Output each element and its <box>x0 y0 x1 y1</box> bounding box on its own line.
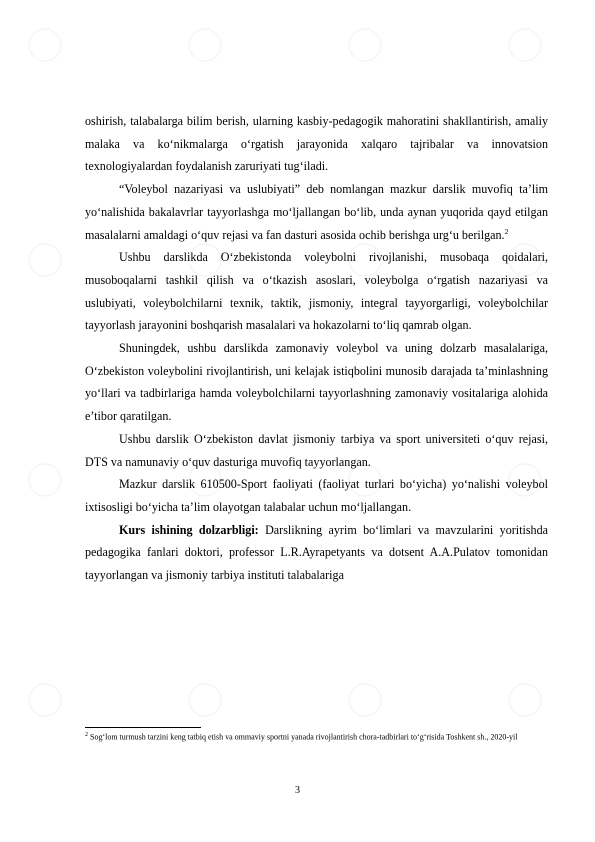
footnote-separator <box>85 727 201 728</box>
paragraph-4-text: Shuningdek, ushbu darslikda zamonaviy voleybol va uning dolzarb masalalariga, O‘zbekiston voleybolini rivojlantirish, uni kelajak istiqbolini munosib darajada ta’minlashning yo‘llari va tadbirlariga hamda voleybolchilarni tayyorlashning zamonaviy vositalariga alohida e’tibor qaratilgan. <box>85 341 548 424</box>
paragraph-3-text: Ushbu darslikda O‘zbekistonda voleybolni rivojlanishi, musobaqa qoidalari, musoboqalarni tashkil qilish va o‘tkazish asoslari, voleybolga o‘rgatish nazariyasi va uslubiyati, voleybolchilarni texnik, taktik, jismoniy, integral tayyorgarligi, voleybolchilar tayyorlash jarayonini boshqarish masalalari va hokazolarni to‘liq qamrab olgan. <box>85 250 548 333</box>
paragraph-6 <box>85 473 548 518</box>
footnote-number: 2 <box>85 732 88 738</box>
footnote-reference[interactable]: 2 <box>504 226 509 236</box>
paragraph-1 <box>85 110 548 178</box>
footnote-text: Sog‘lom turmush tarzini keng tatbiq etish va ommaviy sportni yanada rivojlantirish chora-tadbirlari to‘g‘risida Toshkent sh., 2020-yil <box>88 732 518 742</box>
paragraph-5-text: Ushbu darslik O‘zbekiston davlat jismoniy tarbiya va sport universiteti o‘quv rejasi, DTS va namunaviy o‘quv dasturiga muvofiq tayyorlangan. <box>85 431 548 469</box>
paragraph-1-text: oshirish, talabalarga bilim berish, ularning kasbiy-pedagogik mahoratini shakllantirish, amaliy malaka va ko‘nikmalarga o‘rgatish jarayonida xalqaro tajribalar va innovatsion texnologiyalardan foydalanish zaruriyati tug‘iladi. <box>85 114 548 174</box>
paragraph-5 <box>85 428 548 473</box>
paragraph-2-text: “Voleybol nazariyasi va uslubiyati” deb nomlangan mazkur darslik muvofiq ta’lim yo‘nalishida bakalavrlar tayyorlashga mo‘ljallangan bo‘lib, unda aynan yuqorida qayd etilgan masalalarni amaldagi o‘quv rejasi va fan dasturi asosida ochib berishga urg‘u berilgan. <box>85 182 548 242</box>
body-text <box>85 110 548 587</box>
paragraph-2 <box>85 178 548 246</box>
paragraph-7 <box>85 519 548 587</box>
paragraph-7-text: Darslikning ayrim bo‘limlari va mavzularini yoritishda pedagogika fanlari doktori, professor L.R.Ayrapetyants va dotsent A.A.Pulatov tomonidan tayyorlangan va jismoniy tarbiya instituti talabalariga <box>85 522 549 583</box>
footnote <box>85 730 548 743</box>
paragraph-6-text: Mazkur darslik 610500-Sport faoliyati (faoliyat turlari bo‘yicha) yo‘nalishi voleybol ixtisosligi bo‘yicha ta’lim olayotgan talabalar uchun mo‘ljallangan. <box>85 477 548 514</box>
section-heading-lead: Kurs ishining dolzarbligi: <box>119 522 259 537</box>
page-number: 3 <box>295 785 300 796</box>
paragraph-3 <box>85 246 548 337</box>
paragraph-4 <box>85 337 548 428</box>
